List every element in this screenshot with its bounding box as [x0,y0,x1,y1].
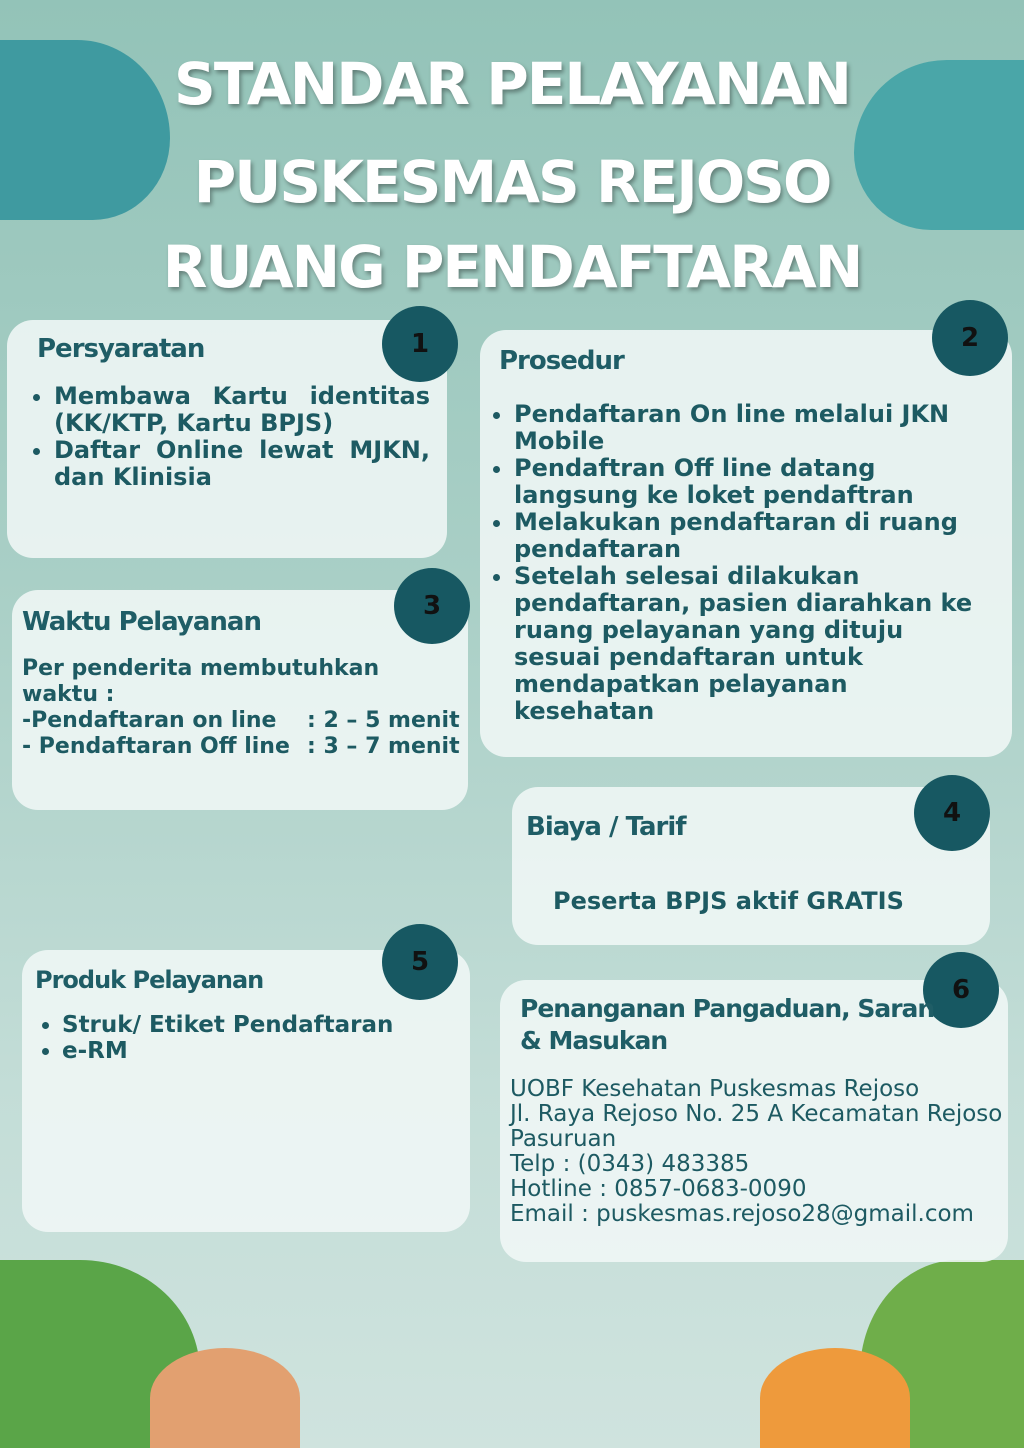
list-item: • e-RM [62,1038,458,1064]
list-prosedur [490,401,990,725]
heading-persyaratan: Persyaratan [37,334,205,364]
waktu-label: -Pendaftaran on line [22,708,277,733]
contact-phone: Telp : (0343) 483385 [510,1151,750,1177]
list-produk [38,1012,458,1064]
list-item: • Pendaftaran On line melalui JKN Mobile [514,401,990,455]
waktu-value: : 3 – 7 menit [307,734,460,759]
mushroom-decoration-bottom-right [760,1348,910,1448]
list-item: • Membawa Kartu identitas (KK/KTP, Kartu BPJS) [54,383,430,437]
waktu-row [22,734,462,760]
contact-address: Jl. Raya Rejoso No. 25 A Kecamatan Rejoso [510,1101,1003,1127]
biaya-text: Peserta BPJS aktif GRATIS [553,887,904,915]
list-persyaratan [30,383,430,491]
contact-email: Email : puskesmas.rejoso28@gmail.com [510,1201,974,1227]
waktu-intro: Per penderita membutuhkan waktu : [22,656,380,707]
number-badge-3: 3 [394,568,470,644]
list-item: • Melakukan pendaftaran di ruang pendaftaran [514,509,990,563]
waktu-content [22,656,462,760]
contact-info [510,1077,1005,1227]
contact-hotline: Hotline : 0857-0683-0090 [510,1176,807,1202]
title-line-1: STANDAR PELAYANAN [174,50,850,118]
number-badge-2: 2 [932,300,1008,376]
heading-prosedur: Prosedur [499,346,624,376]
number-badge-6: 6 [923,952,999,1028]
number-badge-5: 5 [382,924,458,1000]
heading-produk: Produk Pelayanan [35,966,264,994]
heading-waktu-pelayanan: Waktu Pelayanan [22,607,261,637]
list-item: • Pendaftran Off line datang langsung ke loket pendaftran [514,455,990,509]
list-item: • Daftar Online lewat MJKN, dan Klinisia [54,437,430,491]
number-badge-4: 4 [914,775,990,851]
list-item: • Setelah selesai dilakukan pendaftaran, pasien diarahkan ke ruang pelayanan yang dituju sesuai pendaftaran untuk mendapatkan pelayanan kesehatan [514,563,990,725]
waktu-label: - Pendaftaran Off line [22,734,290,759]
contact-city: Pasuruan [510,1126,617,1152]
title-line-3: RUANG PENDAFTARAN [162,233,862,301]
list-item: • Struk/ Etiket Pendaftaran [62,1012,458,1038]
contact-line: UOBF Kesehatan Puskesmas Rejoso [510,1076,920,1102]
heading-biaya: Biaya / Tarif [526,812,686,842]
mushroom-decoration-bottom-left [150,1348,300,1448]
number-badge-1: 1 [382,306,458,382]
title-line-2: PUSKESMAS REJOSO [193,148,831,216]
heading-pengaduan: Penanganan Pangaduan, Saran [520,994,935,1023]
waktu-row [22,708,462,734]
waktu-value: : 2 – 5 menit [307,708,460,733]
heading-pengaduan-line-2: & Masukan [520,1026,668,1055]
